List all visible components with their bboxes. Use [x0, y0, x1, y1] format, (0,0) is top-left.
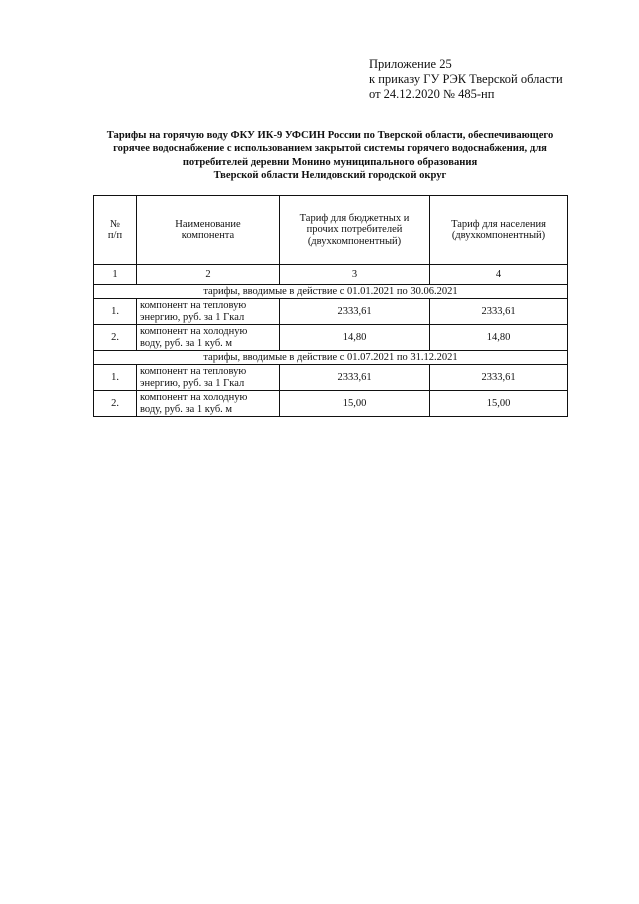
appendix-number: Приложение 25 [369, 57, 452, 71]
table-row [94, 299, 568, 325]
table-header-row [94, 196, 568, 265]
component-name: компонент на холодную воду, руб. за 1 куб. м [137, 325, 280, 351]
title-line-2: горячее водоснабжение с использованием закрытой системы горячего водоснабжения, для [113, 143, 547, 155]
period-row [94, 351, 568, 365]
title-line-1: Тарифы на горячую воду ФКУ ИК-9 УФСИН России по Тверской области, обеспечивающего [106, 130, 554, 141]
table-row [94, 325, 568, 351]
population-tariff-value: 15,00 [430, 391, 568, 417]
tariff-table [93, 195, 568, 417]
row-number: 2. [94, 391, 137, 417]
budget-tariff-value: 15,00 [280, 391, 430, 417]
header-component-name: Наименование компонента [137, 196, 280, 265]
table-row [94, 391, 568, 417]
period-label: тарифы, вводимые в действие с 01.01.2021 по 30.06.2021 [94, 285, 568, 299]
budget-tariff-value: 2333,61 [280, 365, 430, 391]
column-number: 1 [94, 265, 137, 285]
table-row [94, 365, 568, 391]
title-line-4: Тверской области Нелидовский городской округ [213, 170, 447, 182]
component-name: компонент на тепловую энергию, руб. за 1 Гкал [137, 365, 280, 391]
column-number: 2 [137, 265, 280, 285]
column-numbers-row [94, 265, 568, 285]
population-tariff-value: 2333,61 [430, 299, 568, 325]
title-line-3: потребителей деревни Монино муниципального образования [182, 156, 478, 168]
budget-tariff-value: 14,80 [280, 325, 430, 351]
row-number: 2. [94, 325, 137, 351]
header-budget-tariff: Тариф для бюджетных и прочих потребителей (двухкомпонентный) [280, 196, 430, 265]
document-title [60, 129, 600, 183]
appendix-date: от 24.12.2020 № 485-нп [369, 87, 495, 101]
component-name: компонент на холодную воду, руб. за 1 куб. м [137, 391, 280, 417]
period-row [94, 285, 568, 299]
header-number: № п/п [94, 196, 137, 265]
row-number: 1. [94, 365, 137, 391]
header-population-tariff: Тариф для населения (двухкомпонентный) [430, 196, 568, 265]
appendix-order: к приказу ГУ РЭК Тверской области [369, 72, 563, 86]
column-number: 4 [430, 265, 568, 285]
period-label: тарифы, вводимые в действие с 01.07.2021 по 31.12.2021 [94, 351, 568, 365]
column-number: 3 [280, 265, 430, 285]
population-tariff-value: 14,80 [430, 325, 568, 351]
population-tariff-value: 2333,61 [430, 365, 568, 391]
appendix-reference [369, 57, 563, 102]
budget-tariff-value: 2333,61 [280, 299, 430, 325]
row-number: 1. [94, 299, 137, 325]
component-name: компонент на тепловую энергию, руб. за 1 Гкал [137, 299, 280, 325]
